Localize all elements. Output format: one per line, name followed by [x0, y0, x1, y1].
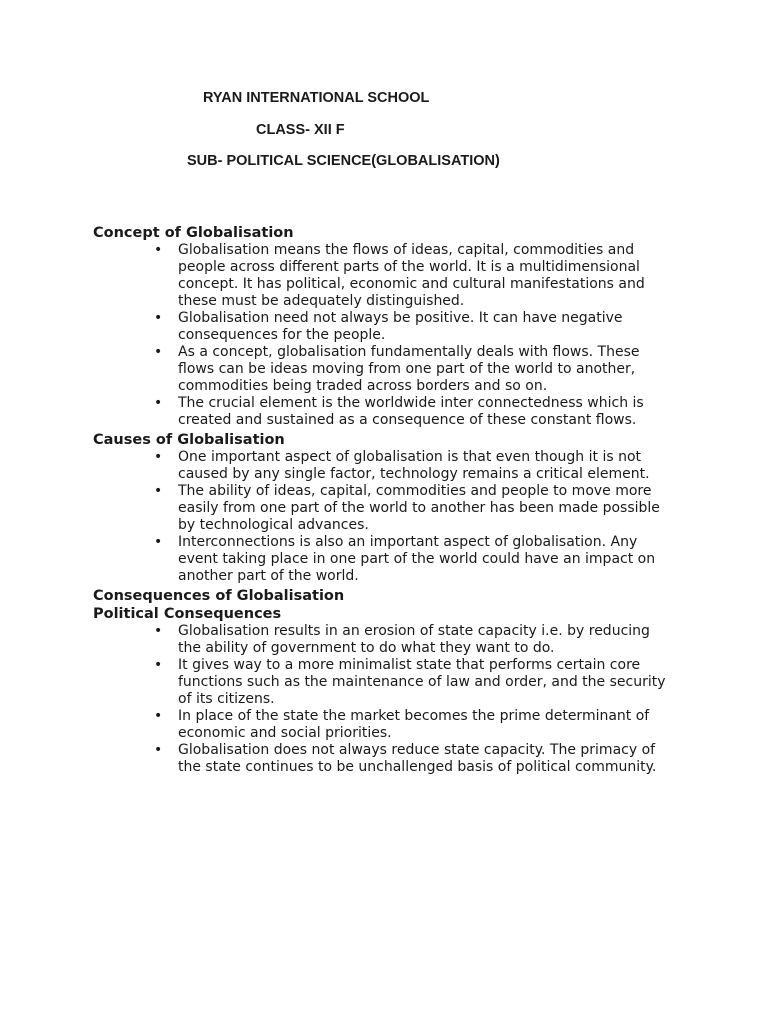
- section-subheading-political: Political Consequences: [93, 606, 282, 622]
- list-item: [93, 483, 673, 534]
- bullet-icon: •: [154, 742, 163, 758]
- bullet-icon: •: [154, 483, 163, 499]
- list-item-text: Interconnections is also an important aspect of globalisation. Any event taking place in one part of the world could have an impact on another part of the world.: [178, 534, 656, 584]
- list-item-text: As a concept, globalisation fundamentally deals with flows. These flows can be ideas moving from one part of the world to another, commodities being traded across borders and so on.: [178, 344, 640, 394]
- list-item: [93, 708, 673, 742]
- concept-bullet-list: [93, 242, 693, 429]
- list-item: [93, 657, 673, 708]
- bullet-icon: •: [154, 534, 163, 550]
- list-item-text: In place of the state the market becomes the prime determinant of economic and social priorities.: [178, 708, 650, 741]
- causes-bullet-list: [93, 449, 693, 585]
- bullet-icon: •: [154, 395, 163, 411]
- bullet-icon: •: [154, 242, 163, 258]
- bullet-icon: •: [154, 344, 163, 360]
- list-item: [93, 623, 673, 657]
- section-heading-consequences: Consequences of Globalisation: [93, 588, 345, 604]
- section-heading-concept: Concept of Globalisation: [93, 225, 294, 241]
- political-consequences-bullet-list: [93, 623, 693, 776]
- school-name: RYAN INTERNATIONAL SCHOOL: [203, 90, 430, 106]
- subject-label: SUB- POLITICAL SCIENCE(GLOBALISATION): [187, 153, 500, 169]
- bullet-icon: •: [154, 657, 163, 673]
- list-item: [93, 395, 673, 429]
- list-item-text: Globalisation means the flows of ideas, capital, commodities and people across different parts of the world. It is a multidimensional concept. It has political, economic and cultural manifestations and these must be adequately distinguished.: [178, 242, 645, 309]
- list-item: [93, 310, 673, 344]
- bullet-icon: •: [154, 449, 163, 465]
- list-item: [93, 344, 673, 395]
- bullet-icon: •: [154, 310, 163, 326]
- list-item-text: The ability of ideas, capital, commodities and people to move more easily from one part of the world to another has been made possible by technological advances.: [178, 483, 660, 533]
- class-label: CLASS- XII F: [256, 122, 345, 138]
- list-item-text: Globalisation results in an erosion of state capacity i.e. by reducing the ability of government to do what they want to do.: [178, 623, 650, 656]
- section-heading-causes: Causes of Globalisation: [93, 432, 285, 448]
- list-item-text: It gives way to a more minimalist state that performs certain core functions such as the maintenance of law and order, and the security of its citizens.: [178, 657, 666, 707]
- bullet-icon: •: [154, 708, 163, 724]
- list-item: [93, 534, 673, 585]
- list-item-text: One important aspect of globalisation is that even though it is not caused by any single factor, technology remains a critical element.: [178, 449, 650, 482]
- list-item: [93, 449, 673, 483]
- list-item-text: Globalisation does not always reduce state capacity. The primacy of the state continues to be unchallenged basis of political community.: [178, 742, 657, 775]
- bullet-icon: •: [154, 623, 163, 639]
- list-item-text: The crucial element is the worldwide inter connectedness which is created and sustained as a consequence of these constant flows.: [178, 395, 644, 428]
- list-item-text: Globalisation need not always be positive. It can have negative consequences for the people.: [178, 310, 623, 343]
- document-body: [93, 224, 693, 776]
- list-item: [93, 242, 673, 310]
- list-item: [93, 742, 673, 776]
